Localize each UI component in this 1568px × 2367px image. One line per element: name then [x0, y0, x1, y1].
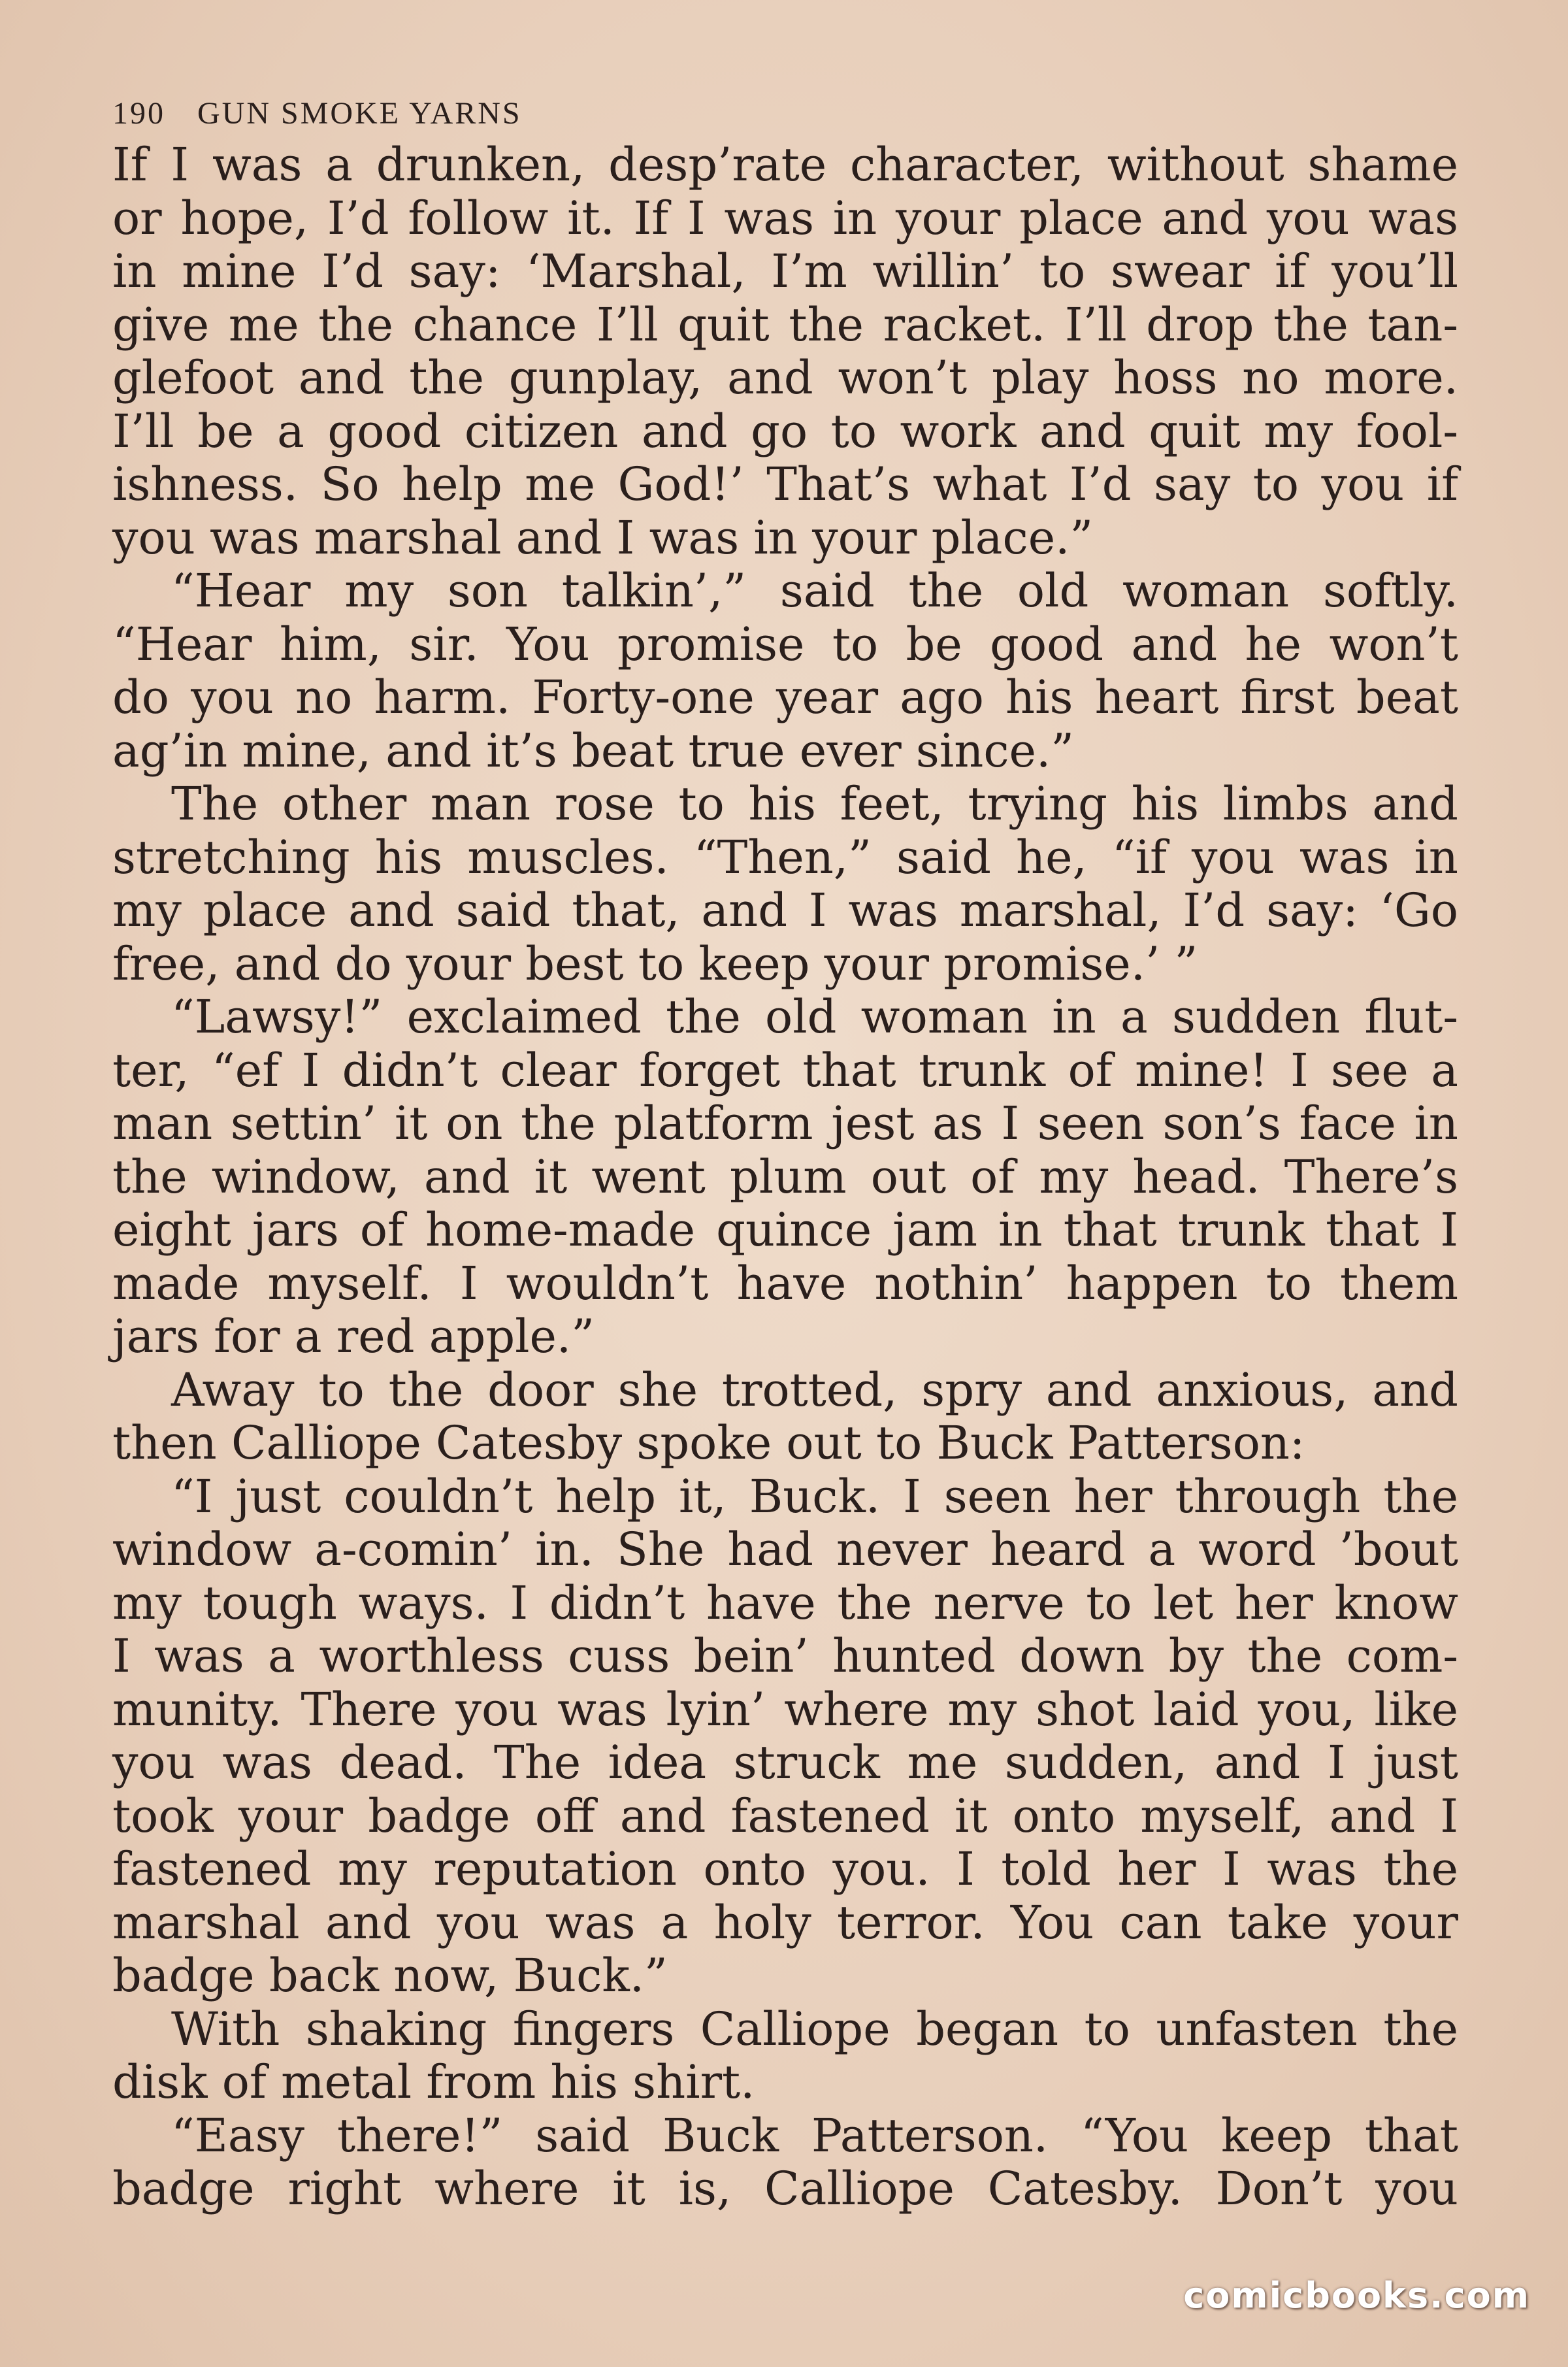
text-line: badge right where it is, Calliope Catesby. Don’t you: [112, 2162, 1458, 2215]
text-line: or hope, I’d follow it. If I was in your place and you was: [112, 191, 1458, 245]
text-line: “Hear him, sir. You promise to be good and he won’t: [112, 617, 1458, 671]
text-line: then Calliope Catesby spoke out to Buck Patterson:: [112, 1416, 1305, 1470]
text-line: the window, and it went plum out of my head. There’s: [112, 1150, 1458, 1204]
text-line: badge back now, Buck.”: [112, 1949, 668, 2002]
text-line: jars for a red apple.”: [112, 1310, 595, 1363]
running-head: [112, 97, 1458, 139]
text-line: With shaking fingers Calliope began to unfasten the: [171, 2002, 1458, 2056]
text-line: glefoot and the gunplay, and won’t play hoss no more.: [112, 351, 1458, 405]
text-line: ishness. So help me God!’ That’s what I’d say to you if: [112, 457, 1458, 511]
text-line: ag’in mine, and it’s beat true ever since.”: [112, 723, 1074, 778]
text-line: I was a worthless cuss bein’ hunted down by the com-: [112, 1629, 1458, 1683]
text-line: my tough ways. I didn’t have the nerve to let her know: [112, 1576, 1458, 1630]
watermark: comicbooks.com: [1183, 2275, 1530, 2316]
body-text: [112, 139, 1458, 2216]
text-line: munity. There you was lyin’ where my shot laid you, like: [112, 1682, 1458, 1736]
text-line: “I just couldn’t help it, Buck. I seen her through the: [171, 1469, 1458, 1523]
text-line: “Hear my son talkin’,” said the old woman softly.: [171, 564, 1458, 618]
text-line: my place and said that, and I was marshal, I’d say: ‘Go: [112, 884, 1458, 937]
text-line: made myself. I wouldn’t have nothin’ happen to them: [112, 1256, 1458, 1310]
book-title: GUN SMOKE YARNS: [197, 96, 522, 131]
text-line: you was marshal and I was in your place.”: [112, 510, 1094, 565]
text-line: I’ll be a good citizen and go to work and quit my fool-: [112, 404, 1458, 458]
text-line: eight jars of home-made quince jam in that trunk that I: [112, 1203, 1458, 1257]
text-line: The other man rose to his feet, trying his limbs and: [171, 777, 1458, 831]
text-line: marshal and you was a holy terror. You can take your: [112, 1895, 1458, 1949]
text-line: “Lawsy!” exclaimed the old woman in a sudden flut-: [171, 990, 1458, 1044]
text-line: window a-comin’ in. She had never heard a word ’bout: [112, 1523, 1458, 1576]
text-block: [112, 97, 1458, 2216]
text-line: stretching his muscles. “Then,” said he, “if you was in: [112, 830, 1458, 884]
text-line: “Easy there!” said Buck Patterson. “You keep that: [171, 2108, 1458, 2162]
text-line: fastened my reputation onto you. I told her I was the: [112, 1842, 1458, 1896]
text-line: ter, “ef I didn’t clear forget that trunk of mine! I see a: [112, 1043, 1458, 1097]
text-line: If I was a drunken, desp’rate character, without shame: [112, 138, 1458, 191]
text-line: man settin’ it on the platform jest as I seen son’s face in: [112, 1097, 1458, 1150]
text-line: you was dead. The idea struck me sudden, and I just: [112, 1736, 1458, 1789]
page-number: 190: [112, 96, 165, 131]
text-line: took your badge off and fastened it onto myself, and I: [112, 1789, 1458, 1843]
text-line: in mine I’d say: ‘Marshal, I’m willin’ to swear if you’ll: [112, 244, 1458, 298]
text-line: disk of metal from his shirt.: [112, 2055, 755, 2109]
text-line: Away to the door she trotted, spry and anxious, and: [171, 1363, 1458, 1417]
text-line: do you no harm. Forty-one year ago his heart first beat: [112, 670, 1458, 724]
text-line: give me the chance I’ll quit the racket. I’ll drop the tan-: [112, 297, 1458, 352]
text-line: free, and do your best to keep your promise.’ ”: [112, 936, 1198, 991]
